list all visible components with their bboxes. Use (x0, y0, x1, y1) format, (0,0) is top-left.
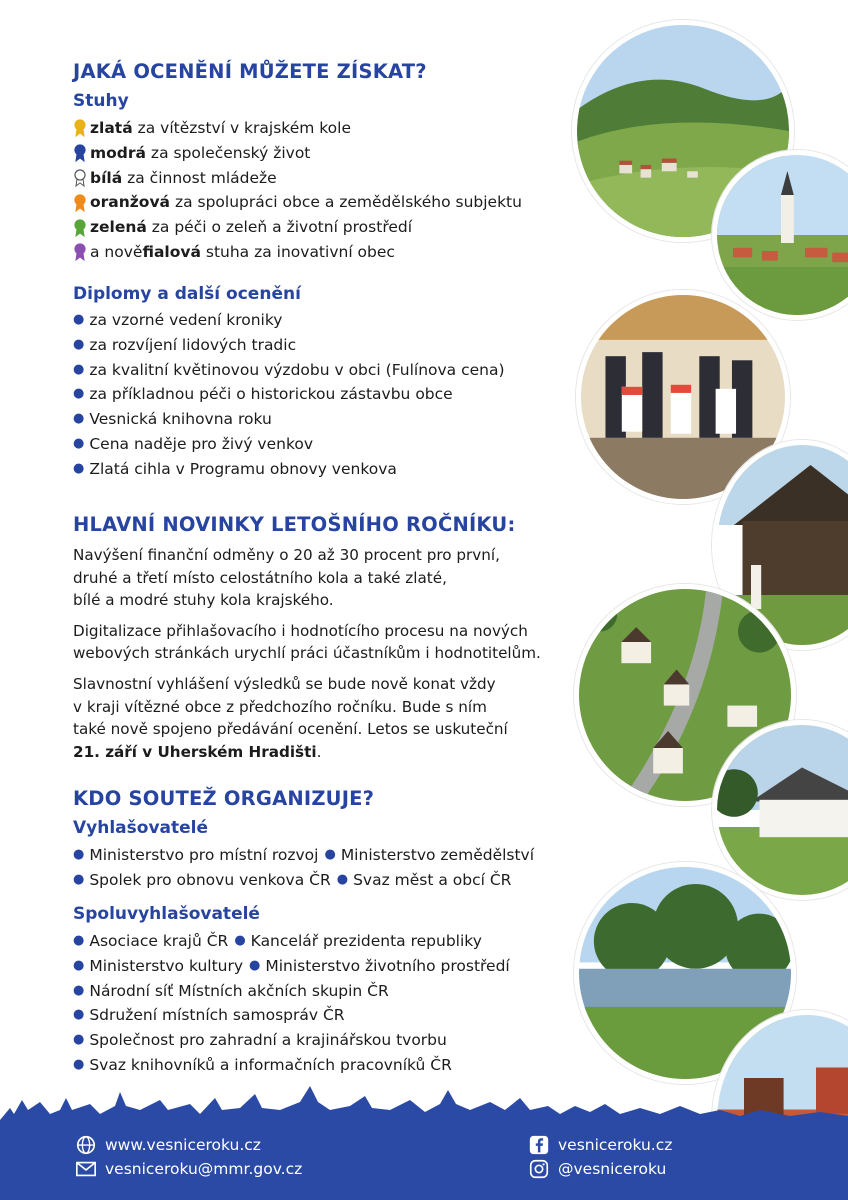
bullet-icon: ● (73, 871, 85, 887)
footer-web-link[interactable]: www.vesniceroku.cz (105, 1136, 261, 1154)
news-p1-line: Navýšení finanční odměny o 20 až 30 procent pro první, (73, 546, 500, 564)
awards-heading: JAKÁ OCENĚNÍ MŮŽETE ZÍSKAT? (73, 60, 427, 83)
co-announcers-list (73, 929, 510, 1078)
diploma-label: za rozvíjení lidových tradic (89, 335, 297, 354)
footer-facebook-link[interactable]: vesniceroku.cz (558, 1136, 673, 1154)
bullet-icon: ● (73, 957, 85, 973)
co-announcer-label: Svaz knihovníků a informačních pracovníků ČR (89, 1055, 452, 1074)
announcer-label: Ministerstvo zemědělství (340, 846, 535, 864)
bullet-icon: ● (73, 435, 85, 451)
co-announcer-item (73, 1028, 510, 1053)
news-p1-line: druhé a třetí místo celostátního kola a také zlaté, (73, 568, 447, 587)
diploma-item (73, 457, 505, 482)
co-announcer-label: Kancelář prezidenta republiky (250, 932, 482, 950)
ribbon-description: za spolupráci obce a zemědělského subjektu (170, 193, 522, 212)
announcer-label: Svaz měst a obcí ČR (353, 870, 512, 889)
diplomas-list (73, 308, 505, 482)
diploma-label: za kvalitní květinovou výzdobu v obci (Fulínova cena) (89, 360, 505, 379)
news-p3-line: Slavnostní vyhlášení výsledků se bude nově konat vždy (73, 674, 496, 693)
ribbon-description: za vítězství v krajském kole (132, 119, 352, 137)
footer-facebook[interactable] (528, 1134, 672, 1156)
news-p2-line: Digitalizace přihlašovacího i hodnotícího procesu na nových (73, 621, 528, 640)
bullet-icon: ● (73, 1056, 85, 1072)
ribbon-rosette-icon (73, 169, 87, 187)
co-announcer-label: Sdružení místních samospráv ČR (89, 1006, 345, 1025)
diploma-item (73, 432, 505, 457)
bullet-icon: ● (73, 933, 85, 948)
bullet-icon: ● (73, 386, 85, 402)
diploma-label: Zlatá cihla v Programu obnovy venkova (89, 459, 397, 478)
ribbon-item (73, 166, 522, 191)
co-announcer-item (73, 979, 510, 1004)
co-announcer-label: Asociace krajů ČR (89, 932, 229, 950)
bullet-icon: ● (336, 871, 349, 887)
bullet-icon: ● (73, 336, 85, 352)
ribbon-color-name: zelená (90, 218, 147, 237)
news-paragraph-3 (73, 673, 563, 763)
news-event-date: 21. září v Uherském Hradišti (73, 742, 317, 761)
co-announcer-label: Ministerstvo životního prostředí (265, 956, 510, 975)
co-announcer-item (73, 1053, 510, 1078)
ribbon-description: stuha za inovativní obec (200, 242, 395, 261)
diploma-label: Vesnická knihovna roku (89, 410, 272, 429)
ribbon-color-name: oranžová (90, 193, 171, 212)
news-p1-line: bílé a modré stuhy kola krajského. (73, 591, 334, 610)
ribbon-rosette-icon (73, 144, 87, 162)
ribbon-color-name: modrá (90, 143, 146, 162)
diploma-item (73, 382, 505, 407)
ribbon-item (73, 190, 522, 215)
bullet-icon: ● (249, 957, 261, 973)
ribbon-color-name: fialová (142, 242, 201, 261)
mail-icon (75, 1158, 97, 1180)
announcer-label: Spolek pro obnovu venkova ČR (89, 870, 331, 889)
co-announcer-label: Národní síť Místních akčních skupin ČR (89, 981, 389, 1000)
announcer-item (73, 868, 534, 893)
news-p2-line: webových stránkách urychlí práci účastníkům i hodnotitelům. (73, 644, 541, 663)
ribbons-list (73, 116, 522, 265)
diploma-item (73, 407, 505, 432)
ribbon-color-name: bílá (90, 168, 123, 187)
footer-email-link[interactable]: vesniceroku@mmr.gov.cz (105, 1160, 303, 1178)
facebook-icon (528, 1134, 550, 1156)
announcers-list (73, 843, 534, 893)
news-heading: HLAVNÍ NOVINKY LETOŠNÍHO ROČNÍKU: (73, 513, 516, 536)
news-p3-line: v kraji vítězné obce z předchozího ročníku. Bude s ním (73, 697, 487, 716)
bullet-icon: ● (73, 312, 85, 327)
organizers-heading: KDO SOUTEŽ ORGANIZUJE? (73, 787, 375, 810)
ribbons-subheading: Stuhy (73, 91, 129, 111)
news-paragraph-1 (73, 544, 563, 612)
globe-icon (75, 1134, 97, 1156)
instagram-icon (528, 1158, 550, 1180)
ribbon-description: za činnost mládeže (122, 168, 277, 187)
diploma-label: Cena naděje pro živý venkov (89, 434, 314, 453)
diploma-item (73, 358, 505, 383)
news-text (73, 544, 563, 771)
ribbon-description: za péči o zeleň a životní prostředí (146, 218, 413, 237)
co-announcer-item (73, 929, 510, 954)
diploma-item (73, 333, 505, 358)
ribbon-item (73, 116, 522, 141)
announcers-subheading: Vyhlašovatelé (73, 818, 209, 838)
bullet-icon: ● (324, 847, 336, 862)
diploma-label: za vzorné vedení kroniky (89, 311, 283, 329)
news-paragraph-2 (73, 620, 563, 665)
announcer-label: Ministerstvo pro místní rozvoj (89, 846, 319, 864)
ribbon-rosette-icon (73, 119, 87, 137)
ribbon-color-name: zlatá (90, 119, 133, 137)
announcer-item (73, 843, 534, 868)
ribbon-rosette-icon (73, 194, 87, 212)
ribbon-item (73, 141, 522, 166)
bullet-icon: ● (73, 361, 85, 377)
footer-web[interactable] (75, 1134, 261, 1156)
co-announcer-label: Ministerstvo kultury (89, 956, 244, 975)
footer-email[interactable] (75, 1158, 302, 1180)
bullet-icon: ● (73, 847, 85, 862)
footer-instagram-link[interactable]: @vesniceroku (558, 1160, 667, 1178)
ribbon-rosette-icon (73, 219, 87, 237)
news-p3-end: . (316, 742, 322, 761)
ribbon-rosette-icon (73, 243, 87, 261)
ribbon-item (73, 215, 522, 240)
bullet-icon: ● (73, 1032, 85, 1048)
co-announcer-item (73, 1003, 510, 1028)
diploma-item (73, 308, 505, 333)
bullet-icon: ● (73, 1007, 85, 1023)
bullet-icon: ● (73, 411, 85, 427)
bullet-icon: ● (73, 982, 85, 998)
footer-instagram[interactable] (528, 1158, 666, 1180)
ribbon-description: za společenský život (146, 143, 311, 162)
bullet-icon: ● (73, 460, 85, 476)
news-p3-line: také nově spojeno předávání ocenění. Letos se uskuteční (73, 720, 508, 739)
co-announcer-item (73, 954, 510, 979)
diplomas-subheading: Diplomy a další ocenění (73, 284, 301, 304)
ribbon-prefix: a nově (90, 242, 143, 261)
bullet-icon: ● (234, 933, 246, 948)
co-announcer-label: Společnost pro zahradní a krajinářskou tvorbu (89, 1031, 447, 1050)
ribbon-item (73, 240, 522, 265)
co-announcers-subheading: Spoluvyhlašovatelé (73, 904, 260, 924)
diploma-label: za příkladnou péči o historickou zástavbu obce (89, 385, 453, 404)
